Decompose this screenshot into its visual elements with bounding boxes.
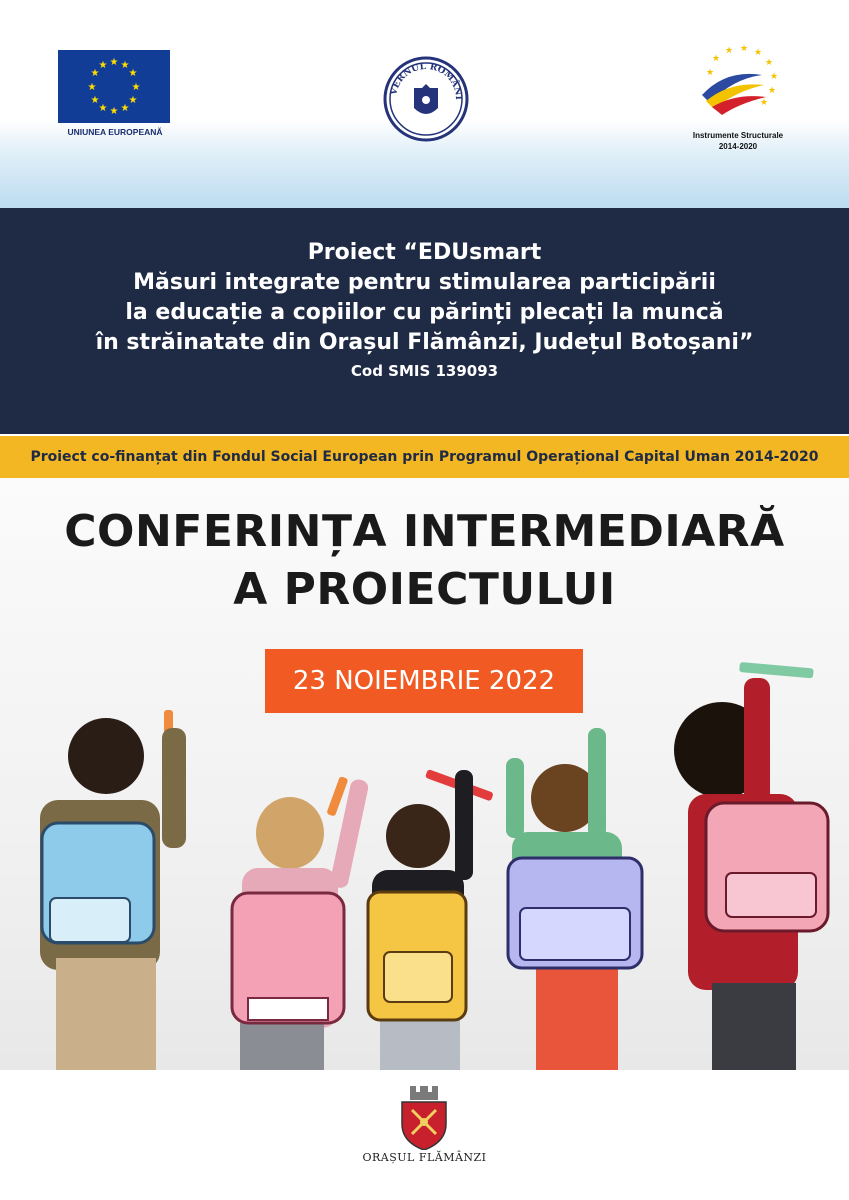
project-title-line-1: Proiect “EDUsmart [307,240,542,265]
conference-date-badge: 23 NOIEMBRIE 2022 [265,649,583,713]
svg-text:★: ★ [131,82,141,93]
town-crest-icon [396,1086,452,1150]
svg-text:★: ★ [90,68,100,79]
svg-text:★: ★ [128,95,138,106]
smis-code: Cod SMIS 139093 [350,362,499,380]
project-title-box [0,208,849,434]
svg-text:★: ★ [767,86,777,96]
svg-text:GUVERNUL ROMÂNIEI: VERNUL ROMÂNI [389,61,464,101]
town-name: ORAȘUL FLĂMÂNZI [362,1151,487,1164]
svg-text:★: ★ [711,54,721,64]
conference-title-line-1: CONFERINȚA INTERMEDIARĂ [64,506,785,557]
structural-instruments-logo-icon [696,45,780,123]
svg-text:★: ★ [739,45,749,54]
svg-text:★: ★ [753,48,763,58]
svg-text:★: ★ [764,58,774,68]
svg-text:★: ★ [98,60,108,71]
project-title-line-2: Măsuri integrate pentru stimularea participării [133,270,716,295]
government-seal-icon [383,56,469,142]
conference-title-line-2: A PROIECTULUI [233,564,616,615]
svg-text:★: ★ [98,103,108,114]
svg-text:★: ★ [769,72,779,82]
project-title-line-3: la educație a copiilor cu părinți plecați la muncă [125,300,724,325]
svg-text:★: ★ [759,98,769,108]
structural-caption-line1: Instrumente Structurale [692,131,784,140]
svg-text:★: ★ [90,95,100,106]
svg-text:★: ★ [724,46,734,56]
svg-text:★: ★ [128,68,138,79]
svg-text:★: ★ [109,57,119,68]
cofinancing-banner: Proiect co-finanțat din Fondul Social European prin Programul Operațional Capital Uman 2014-2020 [0,436,849,478]
svg-text:★: ★ [87,82,97,93]
svg-text:★: ★ [705,68,715,78]
svg-text:★: ★ [120,60,130,71]
eu-caption: UNIUNEA EUROPEANĂ [67,127,163,137]
svg-text:★: ★ [109,106,119,117]
structural-caption-line2: 2014-2020 [718,142,758,151]
structural-instruments-caption [668,130,808,152]
conference-title [0,503,849,619]
project-title-line-4: în străinatate din Orașul Flămânzi, Județul Botoșani” [95,330,754,355]
eu-flag-icon [58,50,170,123]
svg-text:★: ★ [120,103,130,114]
